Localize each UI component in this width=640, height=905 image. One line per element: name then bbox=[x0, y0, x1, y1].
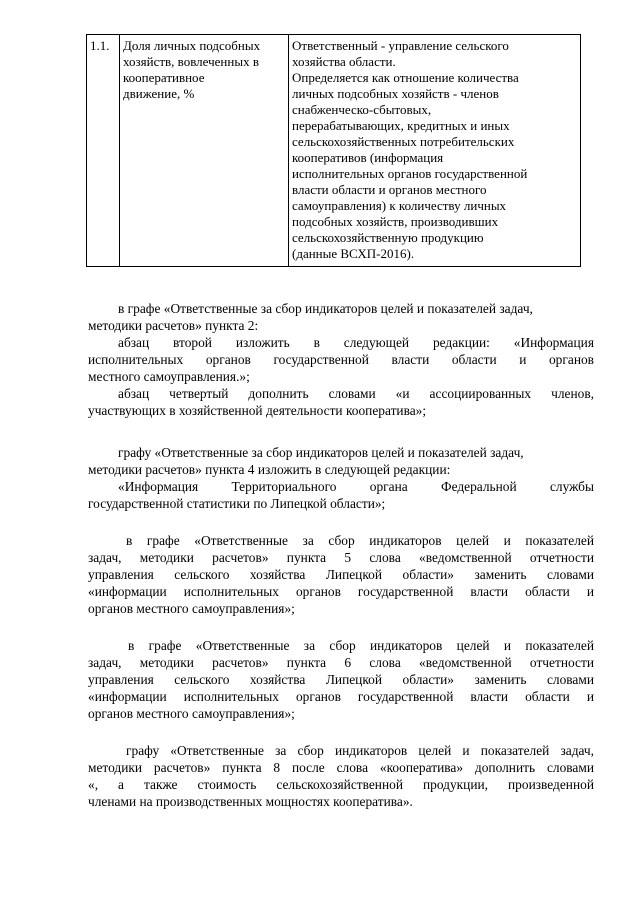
name-line: Доля личных подсобных bbox=[123, 38, 261, 53]
paragraph-line: абзац второй изложить в следующей редакции: «Информация bbox=[118, 335, 594, 350]
paragraph-item-6 bbox=[88, 637, 594, 722]
paragraph-item-5 bbox=[88, 532, 594, 617]
name-line: кооперативное bbox=[123, 70, 205, 85]
desc-line: власти области и органов местного bbox=[292, 182, 487, 197]
desc-line: подсобных хозяйств, производивших bbox=[292, 214, 499, 229]
indicator-table bbox=[86, 34, 581, 267]
desc-line: перерабатывающих, кредитных и иных bbox=[292, 118, 510, 133]
desc-line: Определяется как отношение количества bbox=[292, 70, 519, 85]
paragraph-line: участвующих в хозяйственной деятельности кооператива»; bbox=[88, 403, 427, 418]
indicator-number-text: 1.1. bbox=[90, 38, 110, 53]
paragraph-line: членами на производственных мощностях кооператива». bbox=[88, 794, 413, 809]
paragraph-line: органов местного самоуправления»; bbox=[88, 601, 295, 616]
paragraph-line: методики расчетов» пункта 4 изложить в следующей редакции: bbox=[88, 462, 451, 477]
desc-line: личных подсобных хозяйств - членов bbox=[292, 86, 499, 101]
desc-line: сельскохозяйственную продукцию bbox=[292, 230, 484, 245]
paragraph-item-2 bbox=[88, 300, 594, 419]
paragraph-line: «информации исполнительных органов государственной власти области и bbox=[88, 584, 594, 599]
paragraph-line: «, а также стоимость сельскохозяйственной продукции, произведенной bbox=[88, 777, 594, 792]
desc-line: кооперативов (информация bbox=[292, 150, 444, 165]
table-row bbox=[87, 35, 581, 267]
paragraph-line: управления сельского хозяйства Липецкой области» заменить словами bbox=[88, 567, 594, 582]
paragraph-item-8 bbox=[88, 742, 594, 810]
indicator-description bbox=[289, 35, 581, 267]
desc-line: самоуправления) к количеству личных bbox=[292, 198, 507, 213]
desc-line: сельскохозяйственных потребительских bbox=[292, 134, 515, 149]
indicator-number bbox=[87, 35, 120, 267]
paragraph-line: «информации исполнительных органов государственной власти области и bbox=[88, 689, 594, 704]
paragraph-line: абзац четвертый дополнить словами «и ассоциированных членов, bbox=[118, 386, 594, 401]
paragraph-line: местного самоуправления.»; bbox=[88, 369, 250, 384]
desc-line: Ответственный - управление сельского bbox=[292, 38, 509, 53]
desc-line: снабженческо-сбытовых, bbox=[292, 102, 432, 117]
paragraph-line: методики расчетов» пункта 2: bbox=[88, 318, 259, 333]
paragraph-line: методики расчетов» пункта 8 после слова «кооператива» дополнить словами bbox=[88, 760, 594, 775]
paragraph-line: графу «Ответственные за сбор индикаторов целей и показателей задач, bbox=[126, 743, 594, 758]
name-line: движение, % bbox=[123, 86, 195, 101]
paragraph-line: задач, методики расчетов» пункта 6 слова «ведомственной отчетности bbox=[88, 655, 594, 670]
paragraph-line: в графе «Ответственные за сбор индикаторов целей и показателей bbox=[126, 533, 594, 548]
paragraph-line: в графе «Ответственные за сбор индикаторов целей и показателей bbox=[128, 638, 594, 653]
name-line: хозяйств, вовлеченных в bbox=[123, 54, 259, 69]
paragraph-line: задач, методики расчетов» пункта 5 слова «ведомственной отчетности bbox=[88, 550, 594, 565]
indicator-name bbox=[120, 35, 289, 267]
paragraph-line: «Информация Территориального органа Федеральной службы bbox=[118, 479, 594, 494]
desc-line: исполнительных органов государственной bbox=[292, 166, 528, 181]
paragraph-item-4 bbox=[88, 444, 594, 512]
paragraph-line: графу «Ответственные за сбор индикаторов целей и показателей задач, bbox=[118, 445, 524, 460]
paragraph-line: управления сельского хозяйства Липецкой области» заменить словами bbox=[88, 672, 594, 687]
desc-line: хозяйства области. bbox=[292, 54, 396, 69]
paragraph-line: органов местного самоуправления»; bbox=[88, 706, 295, 721]
paragraph-line: исполнительных органов государственной власти области и органов bbox=[88, 352, 594, 367]
desc-line: (данные ВСХП-2016). bbox=[292, 246, 415, 261]
paragraph-line: в графе «Ответственные за сбор индикаторов целей и показателей задач, bbox=[118, 301, 533, 316]
paragraph-line: государственной статистики по Липецкой области»; bbox=[88, 496, 386, 511]
